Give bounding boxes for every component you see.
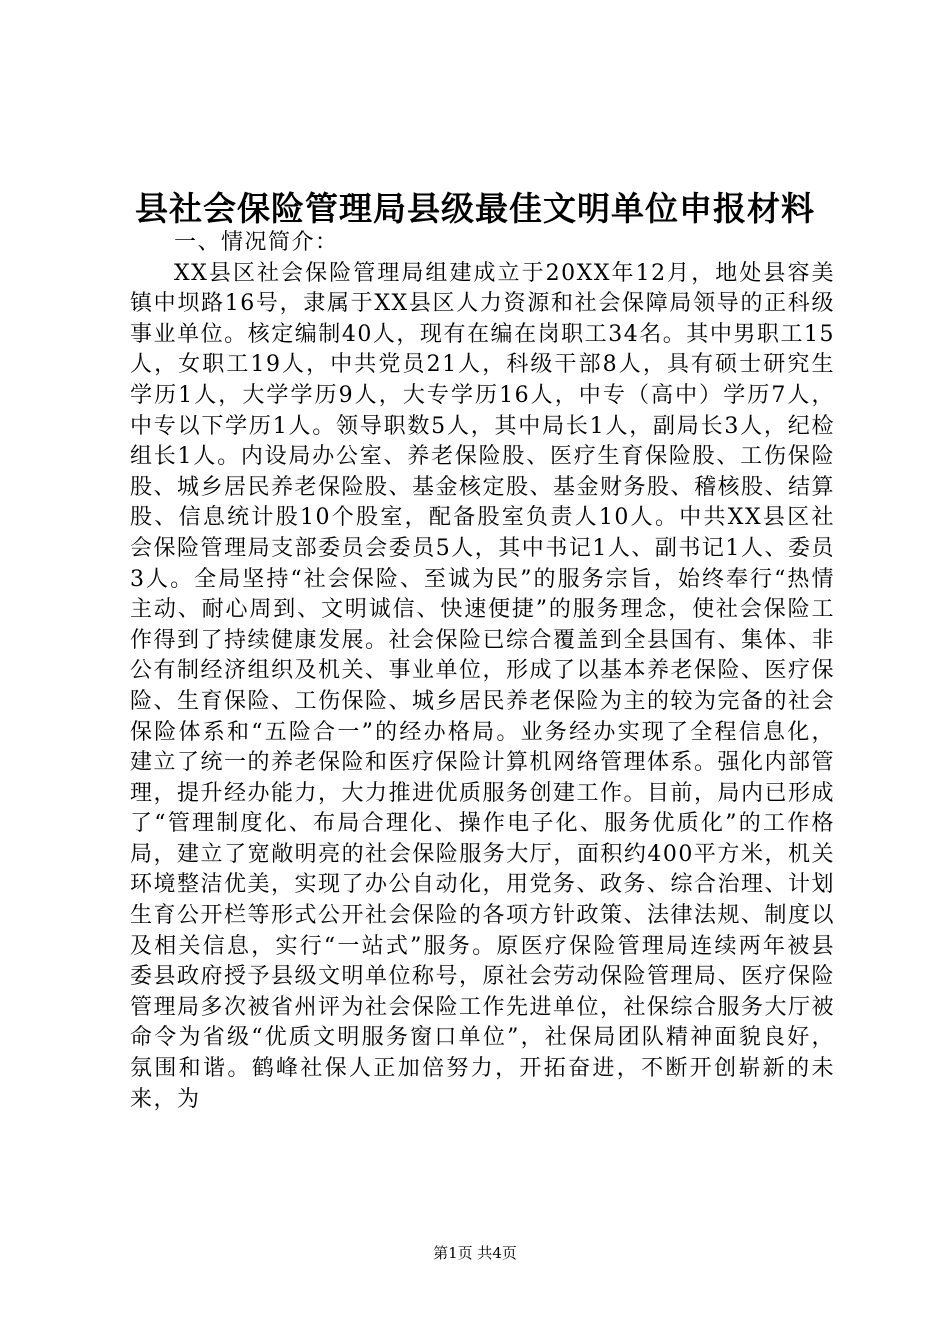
section-heading: 一、情况简介： (174, 230, 339, 255)
page-number-footer: 第1页 共4页 (433, 1244, 517, 1262)
document-title: 县社会保险管理局县级最佳文明单位申报材料 (135, 189, 815, 228)
body-paragraph: XX县区社会保险管理局组建成立于20XX年12月，地处县容美镇中坝路16号，隶属于XX县区人力资源和社会保障局领导的正科级事业单位。核定编制40人，现有在编在岗职工34名。其中男职工15人，女职工19人，中共党员21人，科级干部8人，具有硕士研究生学历1人，大学学历9人，大专学历16人，中专（高中）学历7人，中专以下学历1人。领导职数5人，其中局长1人，副局长3人，纪检组长1人。内设局办公室、养老保险股、医疗生育保险股、工伤保险股、城乡居民养老保险股、基金核定股、基金财务股、稽核股、结算股、信息统计股10个股室，配备股室负责人10人。中共XX县区社会保险管理局支部委员会委员5人，其中书记1人、副书记1人、委员3人。全局坚持“社会保险、至诚为民”的服务宗旨，始终奉行“热情主动、耐心周到、文明诚信、快速便捷”的服务理念，使社会保险工作得到了持续健康发展。社会保险已综合覆盖到全县国有、集体、非公有制经济组织及机关、事业单位，形成了以基本养老保险、医疗保险、生育保险、工伤保险、城乡居民养老保险为主的较为完备的社会保险体系和“五险合一”的经办格局。业务经办实现了全程信息化，建立了统一的养老保险和医疗保险计算机网络管理体系。强化内部管理，提升经办能力，大力推进优质服务创建工作。目前，局内已形成了“管理制度化、布局合理化、操作电子化、服务优质化”的工作格局，建立了宽敞明亮的社会保险服务大厅，面积约400平方米，机关环境整洁优美，实现了办公自动化，用党务、政务、综合治理、计划生育公开栏等形式公开社会保险的各项方针政策、法律法规、制度以及相关信息，实行“一站式”服务。原医疗保险管理局连续两年被县委县政府授予县级文明单位称号，原社会劳动保险管理局、医疗保险管理局多次被省州评为社会保险工作先进单位，社保综合服务大厅被命令为省级“优质文明服务窗口单位”，社保局团队精神面貌良好，氛围和谐。鹤峰社保人正加倍努力，开拓奋进，不断开创崭新的未来，为 (130, 260, 836, 1112)
document-body (130, 228, 835, 1115)
